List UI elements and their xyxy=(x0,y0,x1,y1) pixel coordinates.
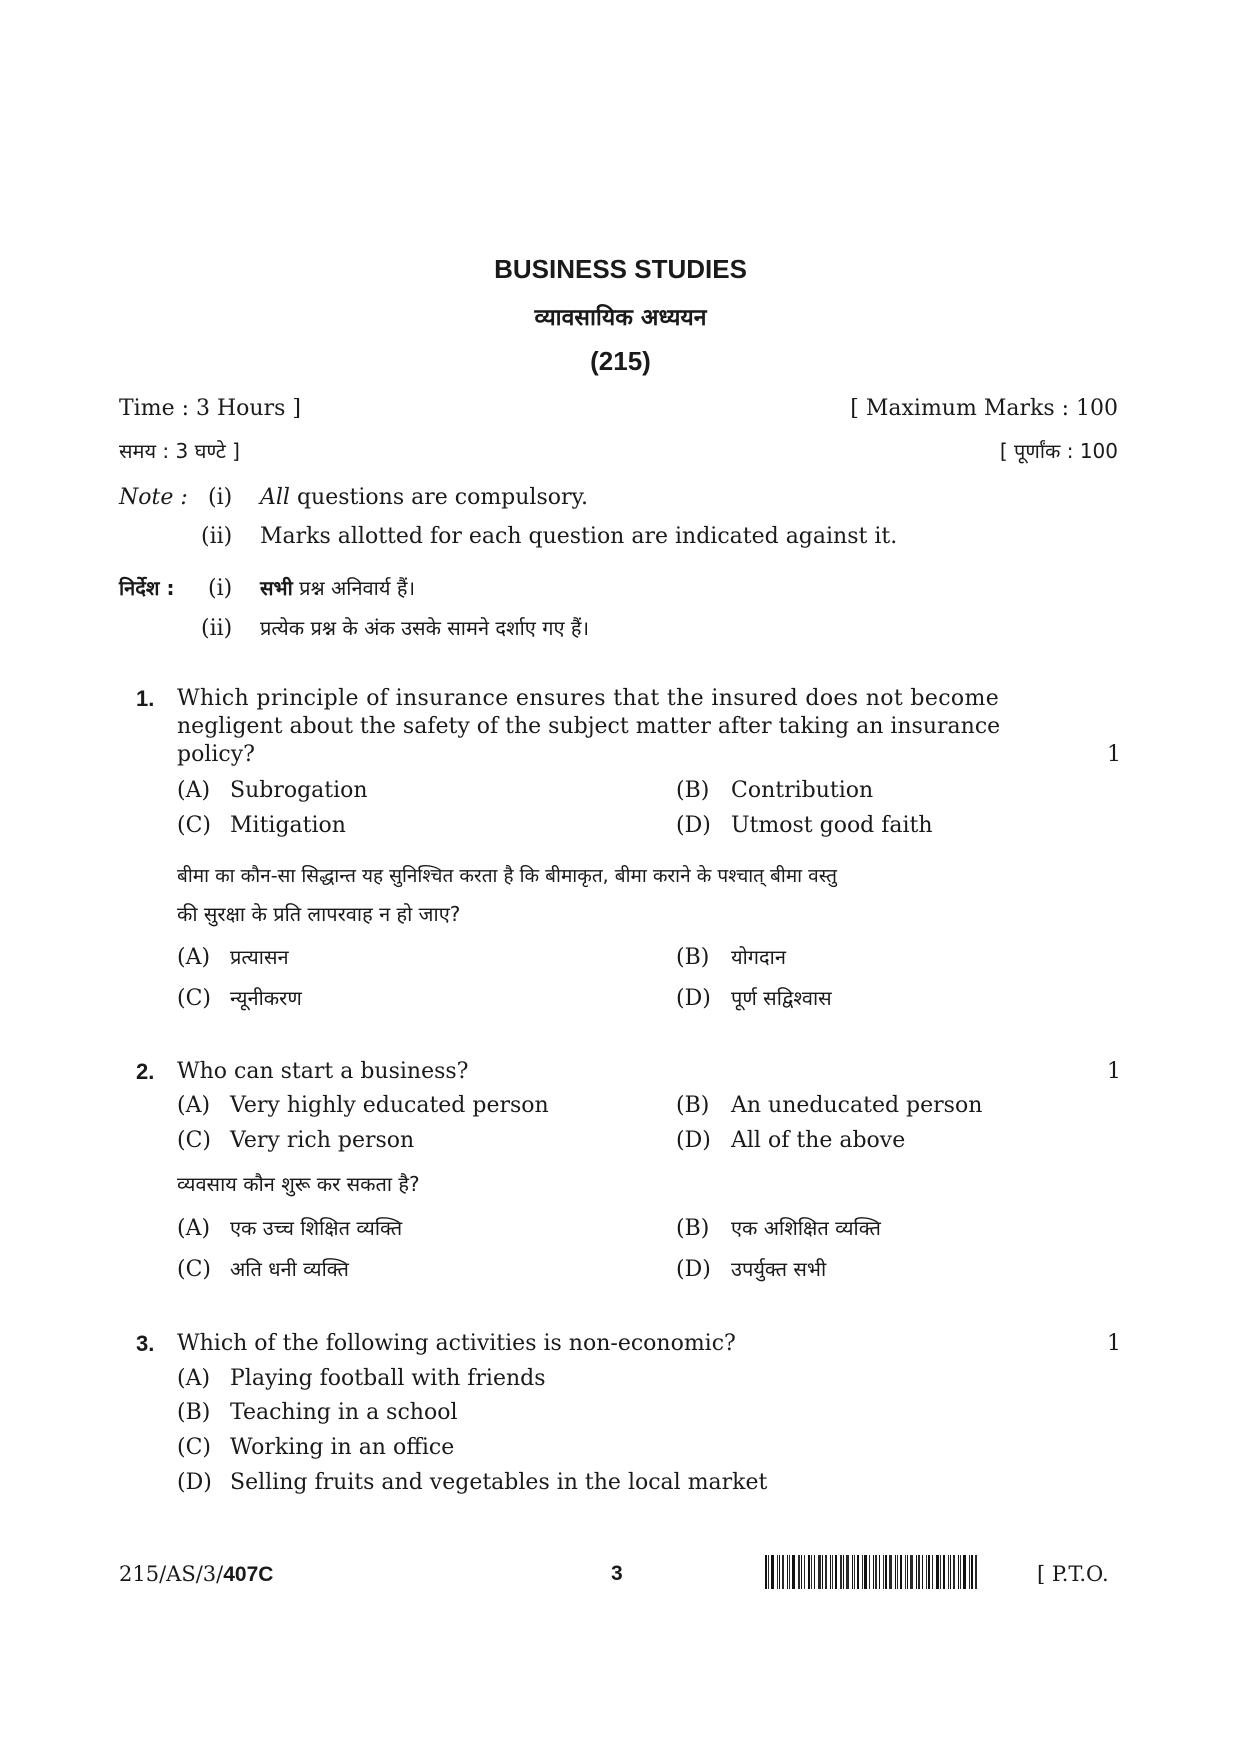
question-1-number: 1. xyxy=(136,686,155,711)
barcode-bar xyxy=(883,1555,884,1589)
barcode-bar xyxy=(958,1555,959,1589)
q2-hi-option-c-key: (C) xyxy=(177,1257,211,1282)
paper-title: BUSINESS STUDIES xyxy=(494,254,747,284)
question-1-line-1: Which principle of insurance ensures that the insured does not become xyxy=(177,686,1000,711)
barcode-bar xyxy=(843,1555,844,1589)
barcode-bar xyxy=(960,1555,961,1589)
barcode-bar xyxy=(879,1555,880,1589)
q1-hi-option-b-key: (B) xyxy=(676,945,710,970)
q1-option-c-key: (C) xyxy=(177,813,211,838)
barcode-bar xyxy=(953,1555,955,1589)
barcode-bar xyxy=(969,1555,970,1589)
barcode-bar xyxy=(918,1555,920,1589)
page-number: 3 xyxy=(611,1562,623,1585)
q3-option-d-key: (D) xyxy=(177,1470,212,1495)
barcode-bar xyxy=(948,1555,949,1589)
barcode-bar xyxy=(854,1555,855,1589)
question-1-line-2: negligent about the safety of the subject matter after taking an insurance xyxy=(177,714,1001,739)
barcode-bar xyxy=(814,1555,815,1589)
barcode-bar xyxy=(801,1555,802,1589)
q1-option-b-key: (B) xyxy=(676,778,710,803)
question-3-line-1: Which of the following activities is non-economic? xyxy=(177,1331,736,1356)
barcode-bar xyxy=(792,1555,795,1589)
note-item-2-num: (ii) xyxy=(201,524,233,549)
barcode-bar xyxy=(787,1555,788,1589)
barcode-bar xyxy=(857,1555,859,1589)
q2-hi-option-d: उपर्युक्त सभी xyxy=(731,1257,827,1281)
q2-hi-option-b: एक अशिक्षित व्यक्ति xyxy=(731,1216,881,1240)
q3-option-c-key: (C) xyxy=(177,1435,211,1460)
barcode-bar xyxy=(835,1555,837,1589)
note-hi-item-1-num: (i) xyxy=(208,576,233,601)
max-marks-label-hindi: [ पूर्णांक : 100 xyxy=(999,439,1118,463)
q2-hi-option-b-key: (B) xyxy=(676,1216,710,1241)
barcode-bar xyxy=(811,1555,812,1589)
barcode-bar xyxy=(777,1555,778,1589)
barcode-bar xyxy=(862,1555,863,1589)
barcode-bar xyxy=(875,1555,877,1589)
barcode-bar xyxy=(943,1555,945,1589)
barcode-bar xyxy=(789,1555,790,1589)
note-label-hindi: निर्देश : xyxy=(119,576,175,600)
note-item-1-num: (i) xyxy=(208,485,233,510)
q1-hi-option-d: पूर्ण सद्विश्वास xyxy=(731,986,832,1010)
q1-option-d-key: (D) xyxy=(676,813,711,838)
barcode-bar xyxy=(971,1555,973,1589)
barcode-bar xyxy=(798,1555,800,1589)
barcode-bar xyxy=(840,1555,842,1589)
barcode-bar xyxy=(768,1555,769,1589)
barcode-bar xyxy=(907,1555,908,1589)
max-marks-label: [ Maximum Marks : 100 xyxy=(850,396,1118,421)
q3-option-d: Selling fruits and vegetables in the local market xyxy=(230,1470,768,1495)
barcode-bar xyxy=(936,1555,939,1589)
note-item-1-emphasis: All xyxy=(260,485,290,510)
barcode-bar xyxy=(928,1555,930,1589)
question-2-hindi-line-1: व्यवसाय कौन शुरू कर सकता है? xyxy=(177,1172,420,1196)
q1-option-c: Mitigation xyxy=(230,813,346,838)
barcode-bar xyxy=(897,1555,898,1589)
pto-label: [ P.T.O. xyxy=(1037,1562,1109,1586)
barcode-bar xyxy=(905,1555,906,1589)
q2-option-a-key: (A) xyxy=(177,1093,211,1118)
q1-hi-option-c-key: (C) xyxy=(177,986,211,1011)
barcode-bar xyxy=(963,1555,966,1589)
note-hi-item-1-bold: सभी xyxy=(260,576,293,600)
question-1-hindi-line-2: की सुरक्षा के प्रति लापरवाह न हो जाए? xyxy=(177,902,461,926)
q1-option-a: Subrogation xyxy=(230,778,368,803)
subject-code: (215) xyxy=(590,346,651,376)
question-1-marks: 1 xyxy=(1107,742,1121,767)
note-hi-item-1-text: प्रश्न अनिवार्य हैं। xyxy=(299,576,416,600)
paper-code-suffix: 407C xyxy=(223,1563,274,1586)
question-2-number: 2. xyxy=(136,1059,155,1084)
q1-option-d: Utmost good faith xyxy=(731,813,933,838)
barcode-bar xyxy=(889,1555,892,1589)
q3-option-c: Working in an office xyxy=(230,1435,455,1460)
barcode-bar xyxy=(922,1555,923,1589)
time-label: Time : 3 Hours ] xyxy=(119,396,301,421)
barcode-bar xyxy=(830,1555,831,1589)
paper-title-hindi: व्यावसायिक अध्ययन xyxy=(534,305,707,331)
q1-option-a-key: (A) xyxy=(177,778,211,803)
barcode-bar xyxy=(932,1555,933,1589)
q3-option-a-key: (A) xyxy=(177,1366,211,1391)
barcode-bar xyxy=(852,1555,853,1589)
barcode-bar xyxy=(975,1555,977,1589)
q1-hi-option-a-key: (A) xyxy=(177,945,211,970)
barcode-bar xyxy=(846,1555,849,1589)
q2-option-c-key: (C) xyxy=(177,1128,211,1153)
q3-option-a: Playing football with friends xyxy=(230,1366,546,1391)
q2-hi-option-a-key: (A) xyxy=(177,1216,211,1241)
q2-option-b-key: (B) xyxy=(676,1093,710,1118)
barcode-bar xyxy=(885,1555,887,1589)
q2-hi-option-d-key: (D) xyxy=(676,1257,711,1282)
barcode-bar xyxy=(950,1555,951,1589)
note-item-1 xyxy=(260,485,588,510)
question-3-number: 3. xyxy=(136,1331,155,1356)
barcode-bar xyxy=(910,1555,913,1589)
q2-option-a: Very highly educated person xyxy=(230,1093,549,1118)
note-item-1-text: questions are compulsory. xyxy=(296,485,589,510)
barcode-bar xyxy=(873,1555,874,1589)
note-label: Note : xyxy=(119,485,188,510)
question-3-marks: 1 xyxy=(1107,1331,1121,1356)
note-hi-item-1 xyxy=(260,574,415,601)
question-1-hindi-line-1: बीमा का कौन-सा सिद्धान्त यह सुनिश्चित करता है कि बीमाकृत, बीमा कराने के पश्चात् बीमा वस्तु xyxy=(177,865,837,887)
paper-code xyxy=(119,1562,273,1587)
time-label-hindi: समय : 3 घण्टे ] xyxy=(119,439,240,463)
q3-option-b-key: (B) xyxy=(177,1400,211,1425)
barcode-bar xyxy=(916,1555,917,1589)
q1-hi-option-a: प्रत्यासन xyxy=(230,945,289,969)
barcode-bar xyxy=(864,1555,867,1589)
barcode-bar xyxy=(779,1555,780,1589)
q1-hi-option-c: न्यूनीकरण xyxy=(230,986,302,1010)
question-2-marks: 1 xyxy=(1107,1059,1121,1084)
barcode-bar xyxy=(822,1555,823,1589)
q1-option-b: Contribution xyxy=(731,778,874,803)
note-hi-item-2-num: (ii) xyxy=(201,616,233,641)
barcode-bar xyxy=(808,1555,810,1589)
barcode-bar xyxy=(782,1555,784,1589)
q2-option-c: Very rich person xyxy=(230,1128,415,1153)
q2-option-d-key: (D) xyxy=(676,1128,711,1153)
barcode-bar xyxy=(765,1555,767,1589)
barcode-bar xyxy=(825,1555,827,1589)
question-1-line-3: policy? xyxy=(177,742,255,767)
q2-hi-option-c: अति धनी व्यक्ति xyxy=(230,1257,349,1281)
barcode xyxy=(765,1555,1020,1589)
q2-option-d: All of the above xyxy=(731,1128,906,1153)
note-item-2: Marks allotted for each question are indicated against it. xyxy=(260,524,898,549)
q1-hi-option-b: योगदान xyxy=(731,945,786,969)
paper-code-prefix: 215/AS/3/ xyxy=(119,1562,224,1586)
barcode-bar xyxy=(900,1555,902,1589)
barcode-bar xyxy=(869,1555,870,1589)
question-2-line-1: Who can start a business? xyxy=(177,1059,469,1084)
q1-hi-option-d-key: (D) xyxy=(676,986,711,1011)
barcode-bar xyxy=(926,1555,927,1589)
barcode-bar xyxy=(940,1555,941,1589)
q2-option-b: An uneducated person xyxy=(731,1093,983,1118)
barcode-bar xyxy=(771,1555,774,1589)
barcode-bar xyxy=(895,1555,896,1589)
barcode-bar xyxy=(804,1555,805,1589)
q3-option-b: Teaching in a school xyxy=(230,1400,458,1425)
barcode-bar xyxy=(832,1555,833,1589)
barcode-bar xyxy=(818,1555,821,1589)
note-hi-item-2: प्रत्येक प्रश्न के अंक उसके सामने दर्शाए गए हैं। xyxy=(260,616,590,640)
q2-hi-option-a: एक उच्च शिक्षित व्यक्ति xyxy=(230,1216,403,1240)
